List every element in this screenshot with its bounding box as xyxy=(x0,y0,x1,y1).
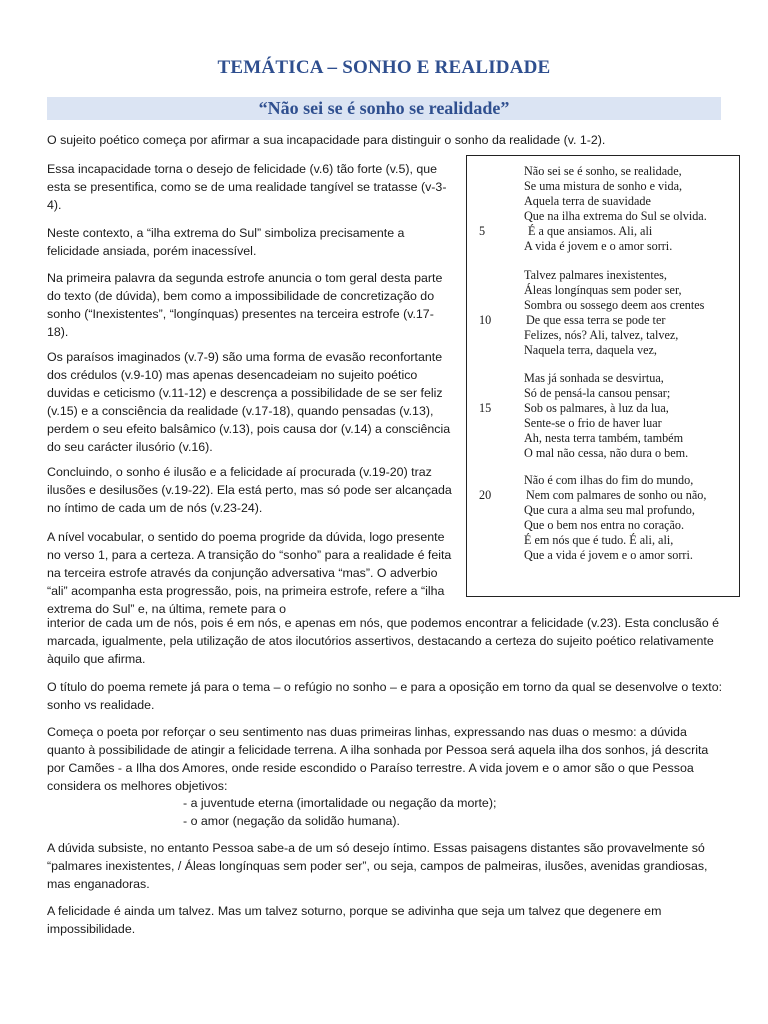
paragraph-9: Começa o poeta por reforçar o seu sentimento nas duas primeiras linhas, expressando nas duas o mesmo: a dúvida quanto à possibilidade de atingir a felicidade terrena. A ilha sonhada por Pessoa será aquela ilha dos sonhos, já descrita por Camões - a Ilha dos Amores, onde reside escondido o Paraíso terrestre. A vida jovem e o amor são o que Pessoa considera os melhores objetivos: xyxy=(47,725,709,793)
poem-line: Naquela terra, daquela vez, xyxy=(524,343,657,357)
poem-line-number: 15 xyxy=(479,401,492,415)
poem-line: É a que ansiamos. Ali, ali xyxy=(528,224,653,238)
poem-line-number: 20 xyxy=(479,488,492,502)
poem-line: Não é com ilhas do fim do mundo, xyxy=(524,473,694,487)
poem-box xyxy=(466,155,740,597)
poem-line: Felizes, nós? Ali, talvez, talvez, xyxy=(524,328,679,342)
poem-line: De que essa terra se pode ter xyxy=(526,313,666,327)
poem-line: Não sei se é sonho, se realidade, xyxy=(524,164,682,178)
poem-line: Sombra ou sossego deem aos crentes xyxy=(524,298,705,312)
poem-line: Que o bem nos entra no coração. xyxy=(524,518,685,532)
paragraph-5: Os paraísos imaginados (v.7-9) são uma forma de evasão reconfortante dos crédulos (v.9-10) mas apenas desencadeiam no sujeito poético duvidas e ceticismo (v.11-12) e descrença a possibilidade de se ser feliz (v.15) e a consciência da realidade (v.17-18), quando pensadas (v.13), perdem o seu efeito balsâmico (v.13), pois causa dor (v.14) a consciência do seu carácter ilusório (v.16). xyxy=(47,350,451,454)
paragraph-7b: interior de cada um de nós, pois é em nós, e apenas em nós, que podemos encontrar a felicidade (v.23). Esta conclusão é marcada, igualmente, pela utilização de atos ilocutórios assertivos, destacando a certeza do sujeito poético relativamente àquilo que afirma. xyxy=(47,616,720,666)
paragraph-4: Na primeira palavra da segunda estrofe anuncia o tom geral desta parte do texto (de dúvida), bem como a impossibilidade de concretização do sonho (“Inexistentes”, “longínquas) presentes na terceira estrofe (v.17-18). xyxy=(47,271,443,339)
poem-line: Áleas longínquas sem poder ser, xyxy=(524,283,682,297)
paragraph-6: Concluindo, o sonho é ilusão e a felicidade aí procurada (v.19-20) traz ilusões e desilusões (v.19-22). Ela está perto, mas só pode ser alcançada no íntimo de cada um de nós (v.23-24). xyxy=(47,465,452,515)
bullet-item: - a juventude eterna (imortalidade ou negação da morte); xyxy=(183,796,497,810)
paragraph-2: Essa incapacidade torna o desejo de felicidade (v.6) tão forte (v.5), que esta se presentifica, como se de uma realidade tangível se tratasse (v-3-4). xyxy=(47,162,447,212)
poem-line-number: 5 xyxy=(479,224,486,238)
page-title: TEMÁTICA – SONHO E REALIDADE xyxy=(217,57,551,78)
poem-line: Aquela terra de suavidade xyxy=(524,194,651,208)
poem-line: Nem com palmares de sonho ou não, xyxy=(526,488,707,502)
poem-line: Sente-se o frio de haver luar xyxy=(524,416,662,430)
paragraph-7a: A nível vocabular, o sentido do poema progride da dúvida, logo presente no verso 1, para a certeza. A transição do “sonho” para a realidade é feita na terceira estrofe através da conjunção adversativa “mas”. O adverbio “ali” acompanha esta progressão, pois, na primeira estrofe, refere a “ilha extrema do Sul” e, na última, remete para o xyxy=(47,530,452,616)
poem-line: Que a vida é jovem e o amor sorri. xyxy=(524,548,693,562)
paragraph-10: A dúvida subsiste, no entanto Pessoa sabe-a de um só desejo íntimo. Essas paisagens distantes são provavelmente só “palmares inexistentes, / Áleas longínquas sem poder ser”, ou seja, campos de palmeiras, ilusões, avenidas grandiosas, mas enganadoras. xyxy=(47,841,708,891)
poem-line: Que cura a alma seu mal profundo, xyxy=(524,503,695,517)
paragraph-8: O título do poema remete já para o tema – o refúgio no sonho – e para a oposição em torno da qual se desenvolve o texto: sonho vs realidade. xyxy=(47,680,723,712)
poem-line: Ah, nesta terra também, também xyxy=(524,431,684,445)
poem-line: A vida é jovem e o amor sorri. xyxy=(524,239,673,253)
poem-line: Que na ilha extrema do Sul se olvida. xyxy=(524,209,707,223)
paragraph-11: A felicidade é ainda um talvez. Mas um talvez soturno, porque se adivinha que seja um talvez que degenere em impossibilidade. xyxy=(47,904,662,936)
poem-line: O mal não cessa, não dura o bem. xyxy=(524,446,689,460)
poem-line: Talvez palmares inexistentes, xyxy=(524,268,667,282)
paragraph-3: Neste contexto, a “ilha extrema do Sul” simboliza precisamente a felicidade ansiada, porém inacessível. xyxy=(47,226,405,258)
poem-line: Só de pensá-la cansou pensar; xyxy=(524,386,671,400)
poem-line: Mas já sonhada se desvirtua, xyxy=(524,371,664,385)
subtitle: “Não sei se é sonho se realidade” xyxy=(258,98,510,118)
poem-line: Sob os palmares, à luz da lua, xyxy=(524,401,669,415)
paragraph-intro: O sujeito poético começa por afirmar a sua incapacidade para distinguir o sonho da realidade (v. 1-2). xyxy=(47,133,606,147)
poem-line: É em nós que é tudo. É ali, ali, xyxy=(524,533,674,547)
bullet-item: - o amor (negação da solidão humana). xyxy=(183,814,400,828)
poem-line: Se uma mistura de sonho e vida, xyxy=(524,179,683,193)
poem-line-number: 10 xyxy=(479,313,492,327)
